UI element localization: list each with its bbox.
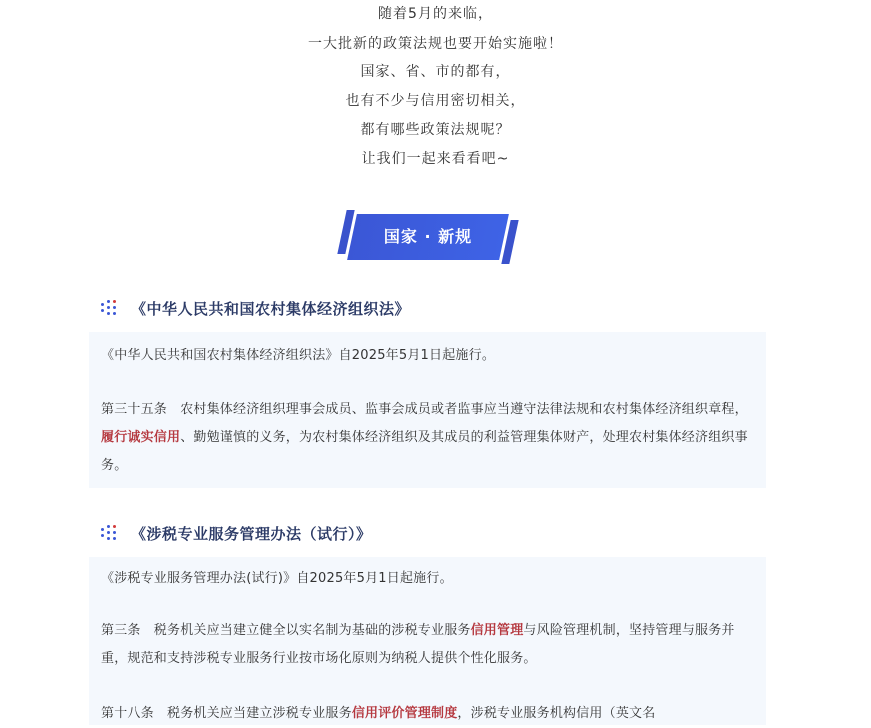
banner-label: 国家 · 新规 — [383, 227, 473, 246]
dots-icon — [101, 525, 117, 541]
section-title-text: 《涉税专业服务管理办法（试行）》 — [131, 524, 372, 543]
intro-line: 一大批新的政策法规也要开始实施啦！ — [308, 36, 563, 52]
content-card — [89, 332, 766, 488]
article-text — [101, 617, 757, 673]
effective-date-text: 《中华人民共和国农村集体经济组织法》自2025年5月1日起施行。 — [101, 348, 496, 363]
intro-line: 也有不少与信用密切相关， — [345, 93, 526, 109]
highlight-text: 履行诚实信用 — [101, 430, 181, 445]
intro-line: 都有哪些政策法规呢？ — [360, 122, 511, 138]
section-title — [101, 296, 410, 320]
intro-line: 随着5月的来临， — [378, 6, 493, 22]
article-text-post: 、勤勉谨慎的义务，为农村集体经济组织及其成员的利益管理集体财产，处理农村集体经济组织事务。 — [101, 430, 748, 473]
intro-line: 国家、省、市的都有， — [360, 64, 511, 80]
dots-icon — [101, 300, 117, 316]
article-text-pre: 第三条 税务机关应当建立健全以实名制为基础的涉税专业服务 — [101, 623, 471, 638]
article-text-pre: 第三十五条 农村集体经济组织理事会成员、监事会成员或者监事应当遵守法律法规和农村集体经济组织章程， — [101, 402, 748, 417]
effective-date-text: 《涉税专业服务管理办法(试行)》自2025年5月1日起施行。 — [101, 571, 453, 586]
section-title — [101, 521, 372, 545]
section-title-text: 《中华人民共和国农村集体经济组织法》 — [131, 299, 411, 318]
section-banner — [338, 208, 518, 268]
highlight-text: 信用评价管理制度 — [351, 706, 458, 721]
article-text-pre: 第十八条 税务机关应当建立涉税专业服务 — [101, 706, 352, 721]
content-card — [89, 557, 766, 725]
highlight-text: 信用管理 — [470, 623, 524, 638]
intro-line: 让我们一起来看看吧~ — [361, 151, 510, 167]
article-text — [101, 700, 757, 728]
article-text-post: ，涉税专业服务机构信用（英文名 — [457, 706, 656, 721]
article-text-post: 与风险管理机制，坚持管理与服务并重，规范和支持涉税专业服务行业按市场化原则为纳税人提供个性化服务。 — [101, 623, 735, 666]
article-text — [101, 396, 757, 480]
